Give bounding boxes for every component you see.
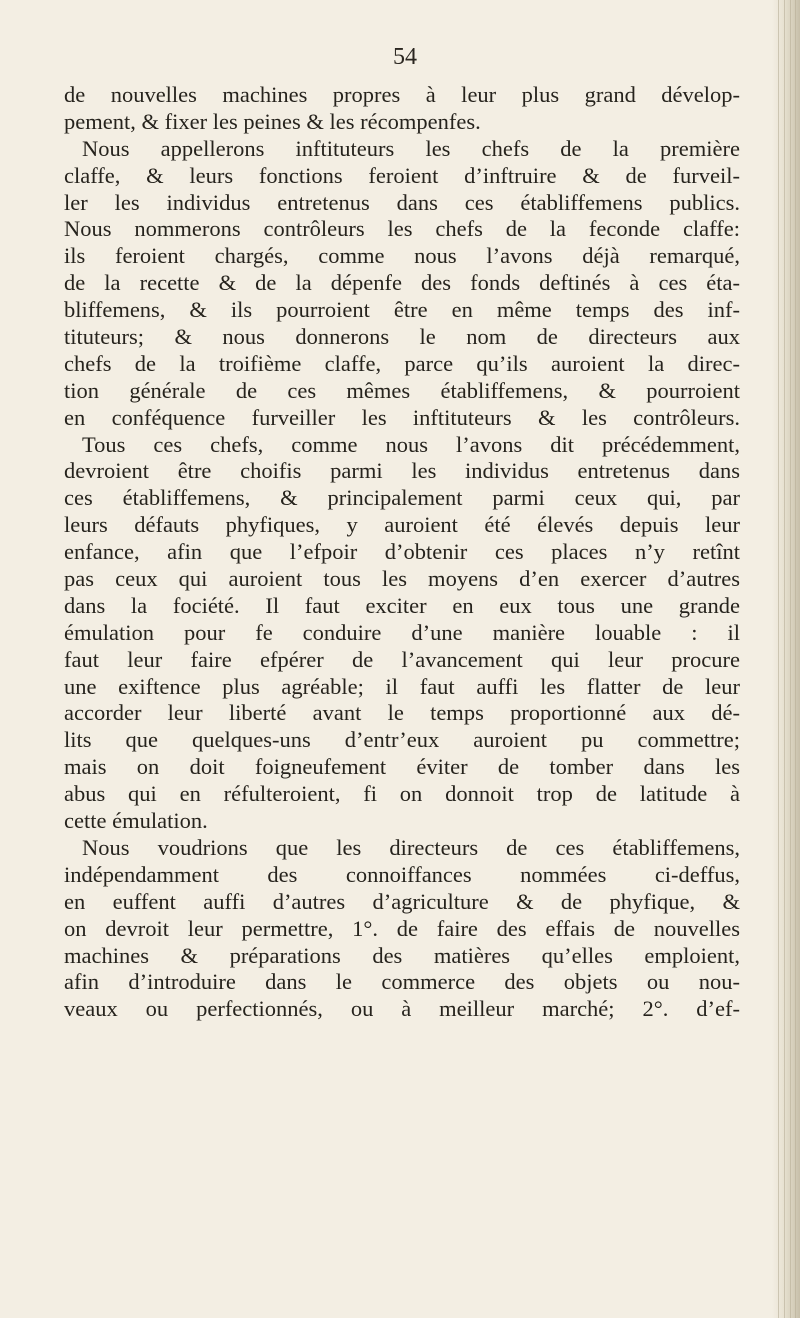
text-line: claffe, & leurs fonctions feroient d’inftruire & de furveil-	[64, 162, 740, 188]
text-line: afin d’introduire dans le commerce des objets ou nou-	[64, 969, 740, 995]
page-edge-line	[790, 0, 791, 1318]
text-line: tituteurs; & nous donnerons le nom de directeurs aux	[64, 324, 740, 350]
text-line: mais on doit foigneufement éviter de tomber dans les	[64, 754, 740, 780]
text-line: Nous nommerons contrôleurs les chefs de la feconde claffe:	[64, 216, 740, 242]
text-line: de la recette & de la dépenfe des fonds deftinés à ces éta-	[64, 270, 740, 296]
text-line: de nouvelles machines propres à leur plus grand dévelop-	[64, 82, 740, 107]
text-line: on devroit leur permettre, 1°. de faire des effais de nouvelles	[64, 915, 740, 941]
page-edge-shadow	[772, 0, 800, 1318]
text-line: Nous appellerons inftituteurs les chefs de la première	[82, 135, 740, 161]
text-line: en euffent auffi d’autres d’agriculture & de phyfique, &	[64, 888, 740, 914]
text-line: faut leur faire efpérer de l’avancement qui leur procure	[64, 646, 740, 672]
text-line: ces établiffemens, & principalement parmi ceux qui, par	[64, 485, 740, 511]
text-line: indépendamment des connoiffances nommées ci-deffus,	[64, 861, 740, 887]
text-line: lits que quelques-uns d’entr’eux auroient pu commettre;	[64, 727, 740, 753]
page-edge-line	[795, 0, 796, 1318]
text-line: machines & préparations des matières qu’elles emploient,	[64, 942, 740, 968]
text-line: ils feroient chargés, comme nous l’avons déjà remarqué,	[64, 243, 740, 269]
text-line: chefs de la troifième claffe, parce qu’ils auroient la direc-	[64, 350, 740, 376]
text-line: tion générale de ces mêmes établiffemens, & pourroient	[64, 377, 740, 403]
text-line: dans la fociété. Il faut exciter en eux tous une grande	[64, 592, 740, 618]
page-edge-line	[784, 0, 785, 1318]
text-line: Nous voudrions que les directeurs de ces établiffemens,	[82, 834, 740, 860]
text-line: en conféquence furveiller les inftituteurs & les contrôleurs.	[64, 404, 740, 430]
text-line: ler les individus entretenus dans ces établiffemens publics.	[64, 189, 740, 215]
text-line: pas ceux qui auroient tous les moyens d’en exercer d’autres	[64, 566, 740, 592]
text-line: abus qui en réfulteroient, fi on donnoit trop de latitude à	[64, 781, 740, 807]
text-line: accorder leur liberté avant le temps proportionné aux dé-	[64, 700, 740, 726]
text-line: une exiftence plus agréable; il faut auffi les flatter de leur	[64, 673, 740, 699]
text-line: bliffemens, & ils pourroient être en même temps des inf-	[64, 297, 740, 323]
text-line: devroient être choifis parmi les individus entretenus dans	[64, 458, 740, 484]
text-line: émulation pour fe conduire d’une manière louable : il	[64, 619, 740, 645]
page-edge-line	[778, 0, 779, 1318]
body-text	[64, 82, 740, 1023]
text-line: veaux ou perfectionnés, ou à meilleur marché; 2°. d’ef-	[64, 996, 740, 1022]
text-line: enfance, afin que l’efpoir d’obtenir ces places n’y retînt	[64, 539, 740, 565]
text-line: Tous ces chefs, comme nous l’avons dit précédemment,	[82, 431, 740, 457]
text-line: leurs défauts phyfiques, y auroient été élevés depuis leur	[64, 512, 740, 538]
text-line: cette émulation.	[64, 808, 208, 834]
page-number: 54	[393, 44, 417, 70]
text-line: pement, & fixer les peines & les récompenfes.	[64, 108, 481, 134]
